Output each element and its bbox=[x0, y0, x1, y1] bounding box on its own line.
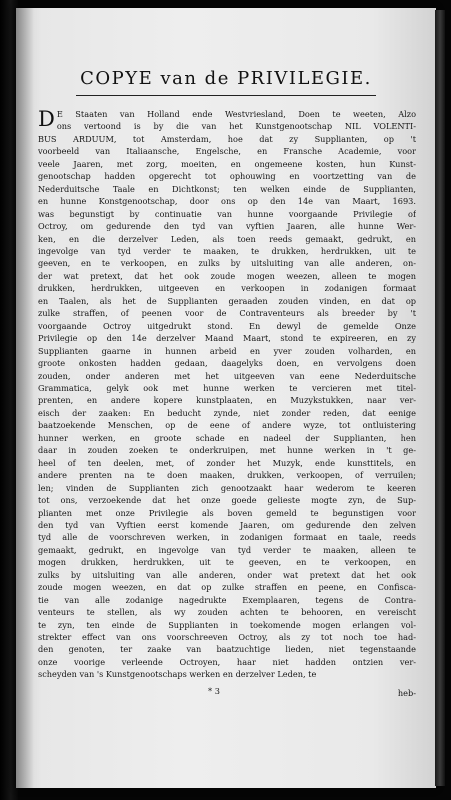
text-line: zoude mogen weezen, en dat op zulke straffen en peene, en Confisca- bbox=[38, 582, 416, 593]
page bbox=[16, 8, 436, 788]
text-line: onze voorige verleende Octroyen, haar niet hadden ontzien ver- bbox=[38, 656, 416, 667]
text-line: was begunstigt by continuatie van hunne voorgaande Privilegie of bbox=[38, 208, 416, 219]
page-edge bbox=[435, 10, 445, 786]
text-line: genootschap hadden opgerecht tot ophouwing en voortzetting van de bbox=[38, 171, 416, 182]
privilege-text bbox=[38, 108, 416, 681]
text-line: venteurs te stellen, als wy zouden achten te behooren, en vereischt bbox=[38, 607, 416, 618]
text-line: te zyn, ten einde de Supplianten in toekomende mogen erlangen vol- bbox=[38, 619, 416, 630]
text-line: zulke straffen, of peenen voor de Contraventeurs als breeder by 't bbox=[38, 308, 416, 319]
text-line: baatzoekende Menschen, op de eene of andere wyze, tot ontluistering bbox=[38, 420, 416, 431]
text-line: Supplianten gaarne in hunnen arbeid en yver zouden volharden, en bbox=[38, 345, 416, 356]
text-line: gemaakt, gedrukt, en ingevolge van tyd verder te maaken, alleen te bbox=[38, 544, 416, 555]
text-line: Nederduitsche Taale en Dichtkonst; ten welken einde de Supplianten, bbox=[38, 183, 416, 194]
drop-cap: D bbox=[38, 107, 55, 131]
text-line: der wat pretext, dat het ook zoude mogen weezen, alleen te mogen bbox=[38, 270, 416, 281]
text-line: tot ons, verzoekende dat het onze goede gelieste mogte zyn, de Sup- bbox=[38, 495, 416, 506]
text-line: strekter effect van ons voorschreeven Octroy, als zy tot noch toe had- bbox=[38, 632, 416, 643]
text-line: voorbeeld van Italiaansche, Engelsche, en Fransche Academie, voor bbox=[38, 146, 416, 157]
gutter-shadow bbox=[16, 8, 34, 788]
text-line: en Taalen, als het de Supplianten geraaden zouden vinden, en dat op bbox=[38, 295, 416, 306]
text-line: ken, en die derzelver Leden, als toen reeds gemaakt, gedrukt, en bbox=[38, 233, 416, 244]
title-rule bbox=[76, 95, 376, 96]
text-line: drukken, herdrukken, uitgeeven en verkoopen in zodanigen formaat bbox=[38, 283, 416, 294]
text-line: den genoten, ter zaake van baatzuchtige lieden, niet tegenstaande bbox=[38, 644, 416, 655]
text-line: prenten, en andere kopere kunstplaaten, en Muzykstukken, naar ver- bbox=[38, 395, 416, 406]
text-line: groote onkosten hadden gedaan, daagelyks doen, en vervolgens doen bbox=[38, 358, 416, 369]
text-line: E Staaten van Holland ende Westvriesland, Doen te weeten, Alzo bbox=[56, 109, 416, 119]
text-line: scheyden van 's Kunstgenootschaps werken en derzelver Leden, te bbox=[38, 669, 317, 680]
text-line: plianten met onze Privilegie als boven gemeld te begunstigen voor bbox=[38, 507, 416, 518]
text-line: veele Jaaren, met zorg, moeiten, en ongemeene kosten, hun Kunst- bbox=[38, 158, 416, 169]
text-line: hunner werken, en groote schade en nadeel der Supplianten, hen bbox=[38, 432, 416, 443]
text-line: Privilegie op den 14e derzelver Maand Maart, stond te expireeren, en zy bbox=[38, 333, 416, 344]
text-line: eisch der zaaken: En beducht zynde, niet zonder reden, dat eenige bbox=[38, 407, 416, 418]
text-line: en hunne Konstgenootschap, door ons op den 14e van Maart, 1693. bbox=[38, 196, 416, 207]
signature-mark: * 3 bbox=[208, 686, 220, 696]
text-line: geeven, en te verkoopen, en zulks by uitsluiting van alle anderen, on- bbox=[38, 258, 416, 269]
text-line: heel of ten deelen, met, of zonder het Muzyk, ende kunsttitels, en bbox=[38, 457, 416, 468]
text-line: zouden, onder anderen met het uitgeeven van eene Nederduitsche bbox=[38, 370, 416, 381]
text-line: Grammatica, gelyk ook met hunne werken te vercieren met titel- bbox=[38, 382, 416, 393]
text-line: zulks by uitsluiting van alle anderen, onder wat pretext dat het ook bbox=[38, 569, 416, 580]
text-line: len; vinden de Supplianten zich genootzaakt haar wederom te keeren bbox=[38, 482, 416, 493]
page-footer bbox=[38, 686, 416, 700]
text-line: tie van alle zodanige nagedrukte Exemplaaren, tegens de Contra- bbox=[38, 594, 416, 605]
text-line: daar in zouden zoeken te onderkruipen, met hunne werken in 't ge- bbox=[38, 445, 416, 456]
text-line: mogen drukken, herdrukken, uit te geeven, en te verkoopen, en bbox=[38, 557, 416, 568]
page-title: COPYE van de PRIVILEGIE. bbox=[80, 68, 372, 89]
text-line: andere prenten na te doen maaken, drukken, verkoopen, of verruilen; bbox=[38, 470, 416, 481]
text-line: ons vertoond is by die van het Kunstgenootschap NIL VOLENTI- bbox=[56, 121, 416, 132]
catchword: heb- bbox=[397, 688, 416, 698]
text-line: ingevolge van tyd verder te maaken, te drukken, herdrukken, uit te bbox=[38, 245, 416, 256]
text-line: BUS ARDUUM, tot Amsterdam, hoe dat zy Supplianten, op 't bbox=[38, 133, 416, 144]
text-line: voorgaande Octroy uitgedrukt stond. En dewyl de gemelde Onze bbox=[38, 320, 416, 331]
text-line: den tyd van Vyftien eerst komende Jaaren, om gedurende den zelven bbox=[38, 519, 416, 530]
text-line: tyd alle de voorschreven werken, in zodanigen formaat en taale, reeds bbox=[38, 532, 416, 543]
text-line: Octroy, om gedurende den tyd van vyftien Jaaren, alle hunne Wer- bbox=[38, 221, 416, 232]
